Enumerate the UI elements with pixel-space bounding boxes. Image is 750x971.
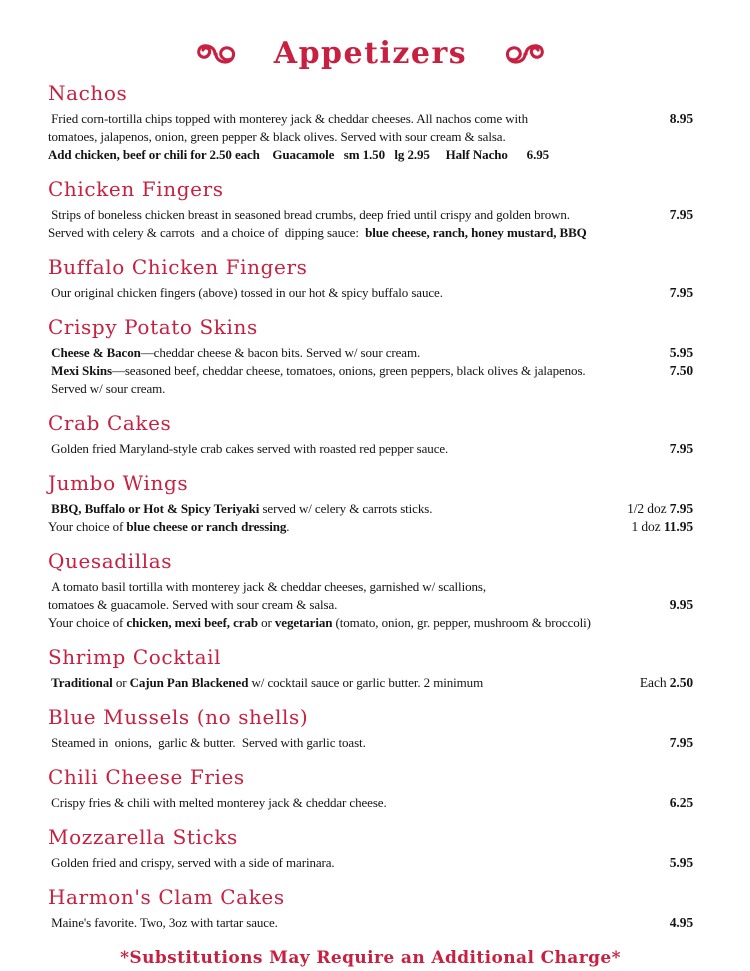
- menu-item-description: [48, 344, 658, 362]
- description-text: Served with celery & carrots and a choice of dipping sauce:: [48, 225, 366, 240]
- menu-item: [48, 825, 693, 872]
- menu-item-line: [48, 380, 693, 398]
- description-text: Steamed in onions, garlic & butter. Served with garlic toast.: [48, 735, 366, 750]
- menu-item-price: [619, 518, 693, 536]
- price-prefix: 1 doz: [631, 519, 664, 534]
- menu-item-line: [48, 734, 693, 752]
- menu-item-name: Mozzarella Sticks: [48, 825, 238, 849]
- menu-item-description: [48, 440, 658, 458]
- page-title: Appetizers: [273, 36, 468, 71]
- menu-item-line: [48, 596, 693, 614]
- menu-item-line: [48, 362, 693, 380]
- menu-item: [48, 81, 693, 164]
- description-bold-text: Cajun Pan Blackened: [129, 675, 249, 690]
- menu-item-price: [628, 674, 693, 692]
- description-text: .: [286, 519, 290, 534]
- description-text: Maine's favorite. Two, 3oz with tartar sauce.: [48, 915, 278, 930]
- menu-item-line: [48, 578, 693, 596]
- price-amount: 5.95: [669, 345, 693, 360]
- price-amount: 7.95: [669, 285, 693, 300]
- menu-item-name: Chili Cheese Fries: [48, 765, 245, 789]
- menu-item-price: [658, 596, 693, 614]
- description-text: A tomato basil tortilla with monterey jack & cheddar cheeses, garnished w/ scallions,: [48, 579, 486, 594]
- price-amount: 5.95: [669, 855, 693, 870]
- menu-item-line: [48, 914, 693, 932]
- description-text: Served w/ sour cream.: [48, 381, 166, 396]
- menu-item-name: Crispy Potato Skins: [48, 315, 258, 339]
- menu-item-line: [48, 794, 693, 812]
- menu-item-name: Blue Mussels (no shells): [48, 705, 309, 729]
- menu-item-line: [48, 206, 693, 224]
- price-amount: 8.95: [669, 111, 693, 126]
- menu-item-description: [48, 914, 658, 932]
- menu-item-name: Quesadillas: [48, 549, 173, 573]
- menu-item-line: [48, 128, 693, 146]
- menu-item-line: [48, 674, 693, 692]
- price-amount: 9.95: [669, 597, 693, 612]
- menu-item-price: [658, 854, 693, 872]
- description-text: Golden fried Maryland-style crab cakes served with roasted red pepper sauce.: [48, 441, 449, 456]
- menu-item-price: [658, 110, 693, 128]
- menu-item-line: [48, 500, 693, 518]
- price-prefix: 1/2 doz: [627, 501, 670, 516]
- menu-item-description: [48, 674, 628, 692]
- description-bold-text: BBQ, Buffalo or Hot & Spicy Teriyaki: [51, 501, 260, 516]
- menu-item-description: [48, 128, 693, 146]
- description-text: —cheddar cheese & bacon bits. Served w/ sour cream.: [140, 345, 421, 360]
- menu-item-price: [615, 500, 693, 518]
- menu-item-price: [658, 794, 693, 812]
- menu-item: [48, 177, 693, 242]
- menu-item-description: [48, 146, 693, 164]
- menu-item-price: [658, 914, 693, 932]
- menu-item-description: [48, 380, 693, 398]
- menu-item: [48, 765, 693, 812]
- menu-item-price: [658, 734, 693, 752]
- menu-item-price: [658, 440, 693, 458]
- menu-item-line: [48, 284, 693, 302]
- price-amount: 6.25: [669, 795, 693, 810]
- description-bold-text: vegetarian: [274, 615, 333, 630]
- description-text: or: [112, 675, 130, 690]
- description-text: Your choice of: [48, 615, 127, 630]
- menu-item-line: [48, 344, 693, 362]
- description-text: Crispy fries & chili with melted monterey jack & cheddar cheese.: [48, 795, 387, 810]
- price-amount: 4.95: [669, 915, 693, 930]
- price-prefix: Each: [639, 675, 670, 690]
- footer-note: *Substitutions May Require an Additional Charge*: [120, 948, 621, 968]
- menu-item: [48, 315, 693, 398]
- menu-item-description: [48, 518, 619, 536]
- description-text: w/ cocktail sauce or garlic butter. 2 minimum: [248, 675, 484, 690]
- menu-item-price: [658, 344, 693, 362]
- description-text: —seasoned beef, cheddar cheese, tomatoes, onions, green peppers, black olives & jalapenos.: [111, 363, 586, 378]
- menu-item-description: [48, 854, 658, 872]
- menu-item-line: [48, 518, 693, 536]
- menu-item-name: Buffalo Chicken Fingers: [48, 255, 308, 279]
- menu-item-line: [48, 440, 693, 458]
- price-amount: 7.95: [669, 441, 693, 456]
- menu-item-description: [48, 362, 658, 380]
- menu-item-line: [48, 110, 693, 128]
- menu-item: [48, 471, 693, 536]
- menu-item-price: [658, 206, 693, 224]
- menu-item-name: Jumbo Wings: [48, 471, 189, 495]
- description-bold-text: blue cheese, ranch, honey mustard, BBQ: [365, 225, 587, 240]
- menu-item-line: [48, 224, 693, 242]
- price-amount: 7.95: [669, 207, 693, 222]
- menu-item: [48, 885, 693, 932]
- description-text: Golden fried and crispy, served with a side of marinara.: [48, 855, 335, 870]
- description-text: (tomato, onion, gr. pepper, mushroom & broccoli): [332, 615, 591, 630]
- menu-item-name: Chicken Fingers: [48, 177, 224, 201]
- menu-item: [48, 549, 693, 632]
- description-text: Fried corn-tortilla chips topped with monterey jack & cheddar cheeses. All nachos come with: [48, 111, 528, 126]
- price-amount: 7.95: [669, 501, 693, 516]
- description-text: Your choice of: [48, 519, 127, 534]
- menu-item-line: [48, 614, 693, 632]
- menu-item-description: [48, 224, 693, 242]
- description-text: Our original chicken fingers (above) tossed in our hot & spicy buffalo sauce.: [48, 285, 443, 300]
- menu-item-description: [48, 206, 658, 224]
- menu-list: [48, 81, 693, 932]
- menu-item-name: Nachos: [48, 81, 128, 105]
- menu-item-description: [48, 284, 658, 302]
- price-amount: 7.95: [669, 735, 693, 750]
- description-bold-text: chicken, mexi beef, crab: [126, 615, 258, 630]
- description-bold-text: Mexi Skins: [51, 363, 112, 378]
- menu-item: [48, 255, 693, 302]
- menu-item: [48, 645, 693, 692]
- menu-item-description: [48, 596, 658, 614]
- menu-item: [48, 705, 693, 752]
- description-text: Strips of boneless chicken breast in seasoned bread crumbs, deep fried until crispy and golden brown.: [48, 207, 570, 222]
- price-amount: 2.50: [669, 675, 693, 690]
- description-text: tomatoes & guacamole. Served with sour cream & salsa.: [48, 597, 338, 612]
- right-flourish-icon: [503, 41, 547, 67]
- description-text: served w/ celery & carrots sticks.: [259, 501, 433, 516]
- menu-item-price: [658, 362, 693, 380]
- description-text: or: [257, 615, 275, 630]
- price-amount: 11.95: [663, 519, 693, 534]
- menu-item-line: [48, 854, 693, 872]
- menu-item-name: Shrimp Cocktail: [48, 645, 222, 669]
- menu-item-description: [48, 500, 615, 518]
- menu-item-description: [48, 110, 658, 128]
- menu-item-description: [48, 578, 693, 596]
- menu-item: [48, 411, 693, 458]
- left-flourish-icon: [194, 41, 238, 67]
- description-bold-text: blue cheese or ranch dressing: [126, 519, 287, 534]
- description-bold-text: Add chicken, beef or chili for 2.50 each Guacamole sm 1.50 lg 2.95 Half Nacho 6.95: [48, 147, 550, 162]
- menu-item-name: Harmon's Clam Cakes: [48, 885, 285, 909]
- menu-item-description: [48, 734, 658, 752]
- title-row: [48, 36, 693, 71]
- menu-item-name: Crab Cakes: [48, 411, 172, 435]
- description-bold-text: Cheese & Bacon: [51, 345, 141, 360]
- menu-item-description: [48, 614, 693, 632]
- description-bold-text: Traditional: [51, 675, 113, 690]
- menu-item-line: [48, 146, 693, 164]
- price-amount: 7.50: [669, 363, 693, 378]
- menu-item-description: [48, 794, 658, 812]
- menu-item-price: [658, 284, 693, 302]
- description-text: tomatoes, jalapenos, onion, green pepper & black olives. Served with sour cream & salsa.: [48, 129, 506, 144]
